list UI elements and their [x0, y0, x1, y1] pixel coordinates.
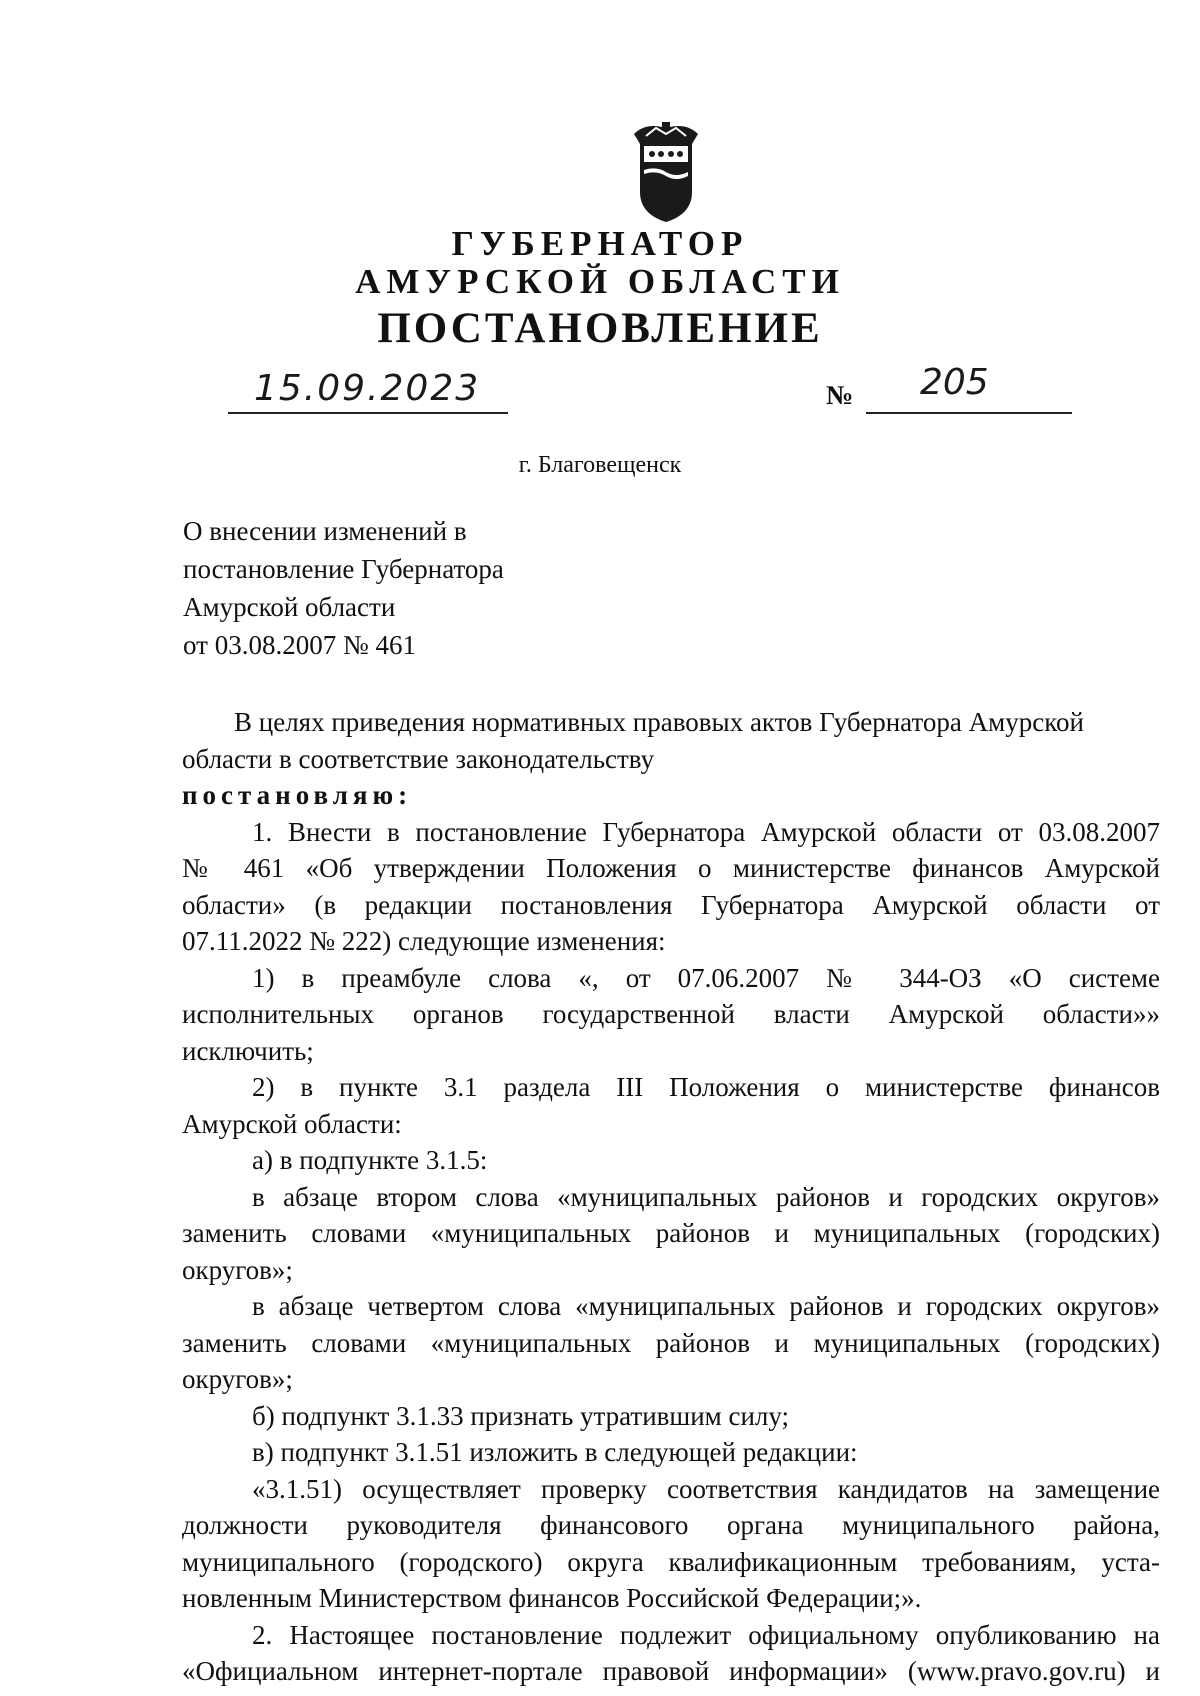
- document-type-title: ПОСТАНОВЛЕНИЕ: [377, 305, 823, 352]
- body-line: должности руководителя финансового органа муниципального района,: [182, 1510, 1160, 1540]
- date-underline: [228, 412, 508, 414]
- decree-word: постановляю:: [182, 780, 413, 810]
- document-date: 15.09.2023: [254, 368, 481, 409]
- subject-line: Амурской области: [183, 592, 396, 622]
- city-label: г. Благовещенск: [518, 452, 682, 478]
- body-line: муниципального (городского) округа квалификационным требованиям, уста-: [182, 1546, 1160, 1577]
- body-line: новленным Министерством финансов Российской Федерации;».: [182, 1583, 922, 1613]
- body-line: в) подпункт 3.1.51 изложить в следующей редакции:: [252, 1437, 858, 1467]
- body-line: Амурской области:: [182, 1108, 402, 1139]
- subject-line: от 03.08.2007 № 461: [183, 630, 416, 660]
- body-line: 2) в пункте 3.1 раздела III Положения о министерстве финансов: [252, 1072, 1160, 1102]
- body-line: области в соответствие законодательству: [182, 743, 655, 774]
- body-line: а) в подпункте 3.1.5:: [252, 1145, 488, 1175]
- body-line: заменить словами «муниципальных районов и муниципальных (городских): [182, 1327, 1160, 1358]
- body-line: В целях приведения нормативных правовых актов Губернатора Амурской: [234, 707, 1084, 737]
- body-line: б) подпункт 3.1.33 признать утратившим силу;: [252, 1400, 790, 1431]
- body-line: 1) в преамбуле слова «, от 07.06.2007 № 344-ОЗ «О системе: [252, 962, 1160, 993]
- document-body: [182, 704, 1160, 1690]
- header-title-governor: ГУБЕРНАТОР: [451, 224, 749, 263]
- document-number: 205: [920, 362, 989, 403]
- body-line: «3.1.51) осуществляет проверку соответствия кандидатов на замещение: [252, 1473, 1160, 1504]
- body-line: 2. Настоящее постановление подлежит официальному опубликованию на: [252, 1619, 1160, 1650]
- body-line: 07.11.2022 № 222) следующие изменения:: [182, 926, 666, 956]
- document-subject: [183, 512, 504, 664]
- body-line: 1. Внести в постановление Губернатора Амурской области от 03.08.2007: [252, 816, 1160, 847]
- body-line: в абзаце втором слова «муниципальных районов и городских округов»: [252, 1181, 1160, 1212]
- body-line: исключить;: [182, 1035, 314, 1066]
- body-line: «Официальном интернет-портале правовой информации» (www.pravo.gov.ru) и: [182, 1656, 1160, 1686]
- body-line: округов»;: [182, 1364, 293, 1394]
- subject-line: О внесении изменений в: [183, 516, 467, 546]
- body-line: № 461 «Об утверждении Положения о министерстве финансов Амурской: [182, 853, 1160, 883]
- number-underline: [866, 412, 1072, 414]
- body-line: области» (в редакции постановления Губернатора Амурской области от: [182, 889, 1160, 920]
- body-line: округов»;: [182, 1254, 293, 1285]
- body-line: исполнительных органов государственной власти Амурской области»»: [182, 999, 1160, 1029]
- subject-line: постановление Губернатора: [183, 554, 504, 584]
- body-line: в абзаце четвертом слова «муниципальных районов и городских округов»: [252, 1291, 1160, 1321]
- number-sign: №: [826, 380, 854, 410]
- header-title-region: АМУРСКОЙ ОБЛАСТИ: [355, 262, 845, 301]
- body-line: заменить словами «муниципальных районов и муниципальных (городских): [182, 1218, 1160, 1248]
- coat-of-arms-icon: [626, 122, 706, 224]
